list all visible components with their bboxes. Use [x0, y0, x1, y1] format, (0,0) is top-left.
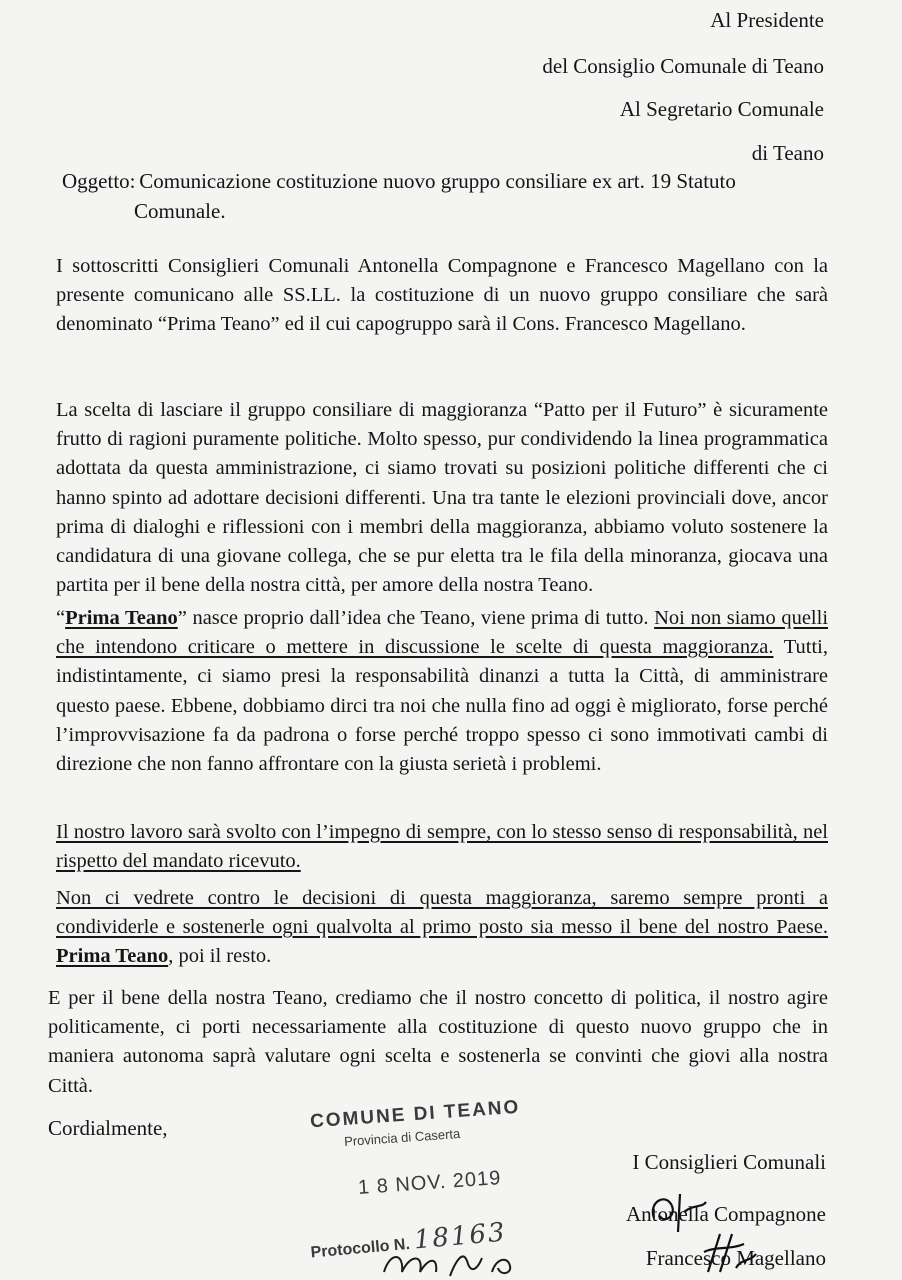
- signatures-heading: I Consiglieri Comunali: [632, 1150, 826, 1174]
- paragraph-3: “Prima Teano” nasce proprio dall’idea che Teano, viene prima di tutto. Noi non siamo quelli che intendono criticare o mettere in discussione le scelte di questa maggioranza. Tutti, indistintamente, ci siamo presi la responsabilità dinanzi a tutta la Città, di amministrare questo paese. Ebbene, dobbiamo dirci tra noi che nulla fino ad oggi è migliorato, forse perché l’improvvisazione fa da padrona o forse perché troppo spesso ci sono immotivati cambi di direzione che non fanno affrontare con la giusta serietà i problemi.: [56, 607, 829, 776]
- stamp-province: Provincia di Caserta: [343, 1125, 461, 1150]
- stamp-municipality: COMUNE DI TEANO: [309, 1096, 521, 1133]
- recipient-line-1: Al Presidente: [710, 8, 824, 32]
- subject: [62, 166, 822, 226]
- stamp-protocol: Protocollo N. 18163: [309, 1217, 508, 1262]
- prima-teano-bold-2: Prima Teano: [56, 945, 169, 968]
- paragraph-5: Non ci vedrete contro le decisioni di questa maggioranza, saremo sempre pronti a condividerle e sostenerle ogni qualvolta al primo posto sia messo il bene del nostro Paese. Prima Teano, poi il resto.: [56, 887, 828, 968]
- paragraph-1: I sottoscritti Consiglieri Comunali Antonella Compagnone e Francesco Magellano con la presente comunicano alle SS.LL. la costituzione di un nuovo gruppo consiliare che sarà denominato “Prima Teano” ed il cui capogruppo sarà il Cons. Francesco Magellano.: [56, 255, 828, 336]
- recipient-line-4: di Teano: [751, 141, 824, 165]
- subject-line-1: Comunicazione costituzione nuovo gruppo consiliare ex art. 19 Statuto: [139, 169, 736, 193]
- closing: Cordialmente,: [48, 1116, 168, 1140]
- underlined-statement: Noi non siamo quelli che intendono criticare o mettere in discussione le scelte di questa maggioranza.: [56, 607, 829, 659]
- subject-line-2: Comunale.: [134, 199, 226, 223]
- handwritten-signature-2: [700, 1228, 760, 1280]
- paragraph-2: La scelta di lasciare il gruppo consiliare di maggioranza “Patto per il Futuro” è sicuramente frutto di ragioni puramente politiche. Molto spesso, pur condividendo la linea programmatica adottata da questa amministrazione, ci siamo trovati su posizioni politiche differenti che ci hanno spinto ad adottare decisioni differenti. Una tra tante le elezioni provinciali dove, ancor prima di dialoghi e riflessioni con i membri della maggioranza, abbiamo voluto sostenere la candidatura di una giovane collega, che se pur eletta tra le fila della minoranza, giocava una partita per il bene della nostra città, per amore della nostra Teano.: [56, 399, 828, 597]
- paragraph-6: E per il bene della nostra Teano, crediamo che il nostro concetto di politica, il nostro agire politicamente, ci porti necessariamente alla costituzione di questo nuovo gruppo che in maniera autonoma saprà valutare ogni scelta e sostenerla se convinti che giovi alla nostra Città.: [48, 987, 828, 1097]
- prima-teano-bold: Prima Teano: [65, 607, 178, 629]
- signature-name-1: Antonella Compagnone: [625, 1202, 826, 1226]
- protocol-number: 18163: [412, 1217, 508, 1256]
- signature-name-2: Francesco Magellano: [645, 1246, 826, 1270]
- paragraph-4: Il nostro lavoro sarà svolto con l’impegno di sempre, con lo stesso senso di responsabilità, nel rispetto del mandato ricevuto.: [56, 821, 828, 873]
- recipient-line-3: Al Segretario Comunale: [619, 97, 824, 121]
- recipient-line-2: del Consiglio Comunale di Teano: [542, 54, 824, 78]
- handwritten-scribble: [380, 1238, 530, 1280]
- stamp-date: 1 8 NOV. 2019: [357, 1167, 503, 1199]
- subject-label: Oggetto:: [62, 169, 136, 193]
